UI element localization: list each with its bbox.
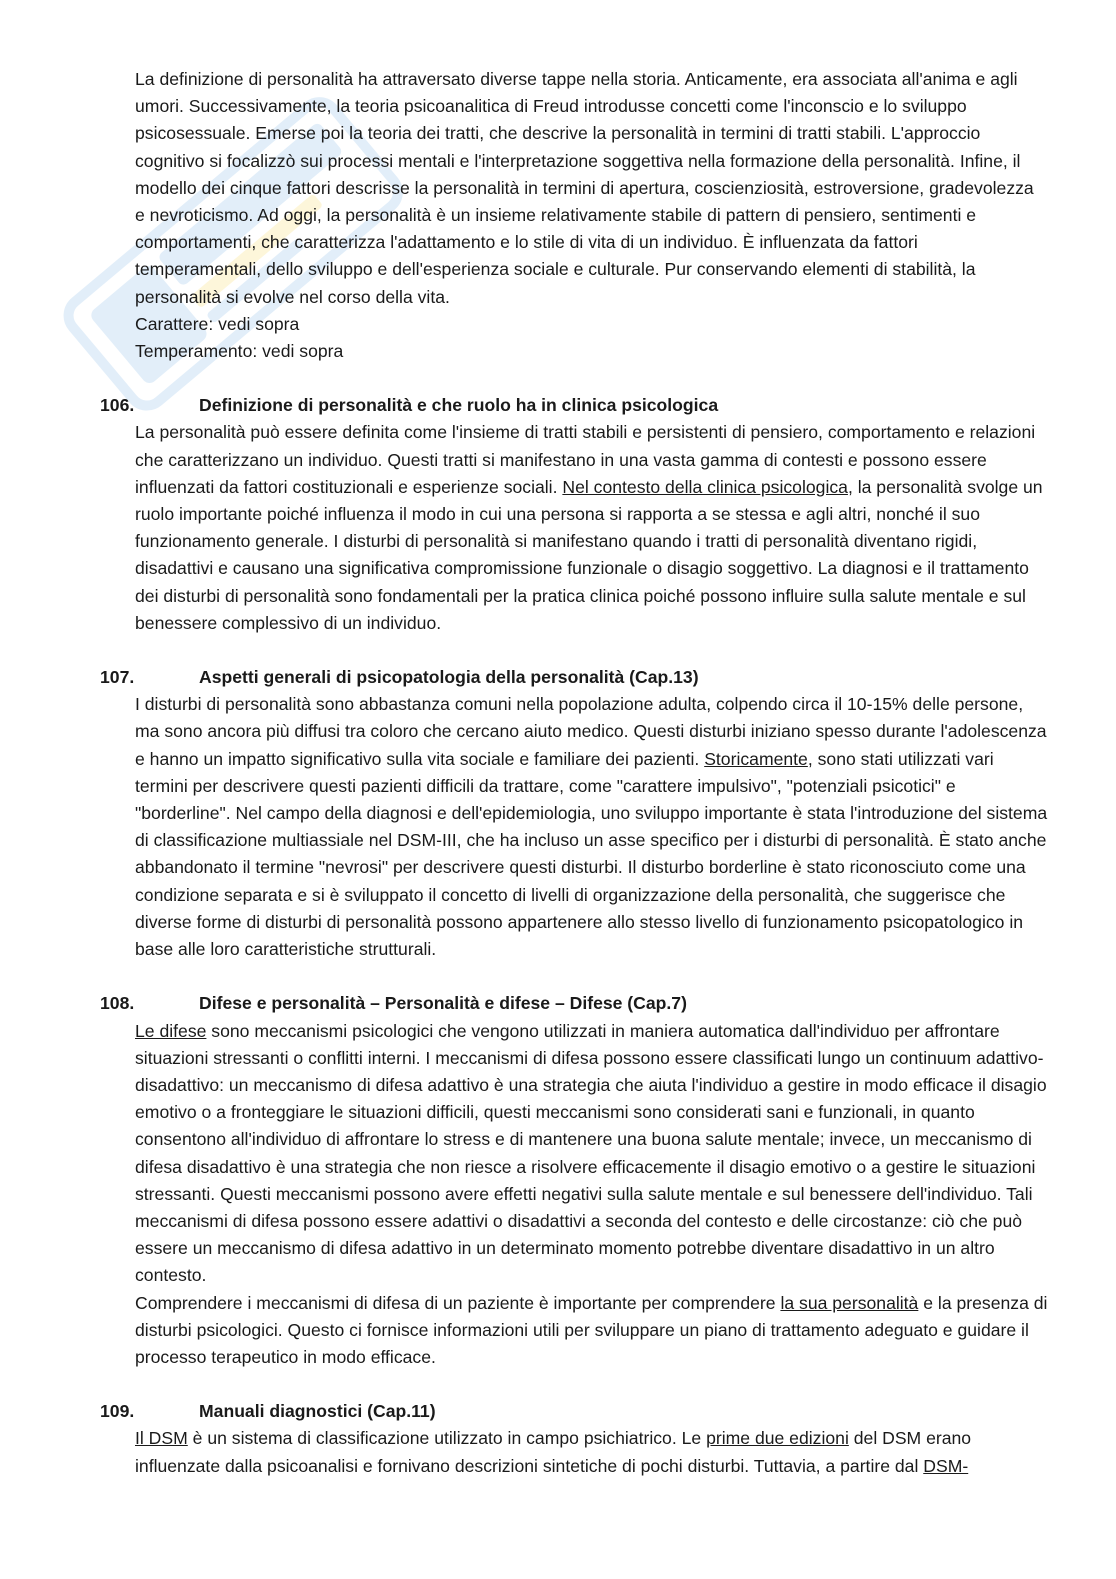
section-heading <box>100 664 1048 691</box>
temperamento-line: Temperamento: vedi sopra <box>135 341 344 362</box>
text-run: del DSM erano influenzate dalla psicoanalisi e fornivano descrizioni sintetiche di pochi disturbi. Tuttavia, a partire dal <box>135 1428 972 1476</box>
text-run: , la personalità svolge un ruolo importante poiché influenza il modo in cui una persona si rapporta a se stessa e agli altri, nonché il suo funzionamento generale. I disturbi di personalità si manifestano quando i tratti di personalità diventano rigidi, disadattivi e causano una significativa compromissione funzionale o disagio soggettivo. La diagnosi e il trattamento dei disturbi di personalità sono fondamentali per la pratica clinica poiché possono influire sulla salute mentale e sul benessere complessivo di un individuo. <box>135 476 1043 633</box>
underlined-text: DSM- <box>923 1455 969 1476</box>
section-heading <box>100 392 1048 419</box>
text-run: La personalità può essere definita come l'insieme di tratti stabili e persistenti di pensiero, comportamento e relazioni che caratterizzano un individuo. Questi tratti si manifestano in una vasta gamma di contesti e possono essere influenzati da fattori costituzionali e esperienze sociali. <box>135 422 1036 497</box>
section-number: 107. <box>100 667 135 688</box>
paragraph <box>135 691 1048 963</box>
underlined-text: Storicamente <box>704 748 808 769</box>
carattere-line: Carattere: vedi sopra <box>135 313 300 334</box>
section-body <box>135 1018 1048 1372</box>
underlined-text: Le difese <box>135 1020 207 1041</box>
section-title: Manuali diagnostici (Cap.11) <box>199 1401 436 1422</box>
section-heading <box>100 990 1048 1017</box>
section-107 <box>100 664 1048 963</box>
text-run: Comprendere i meccanismi di difesa di un paziente è importante per comprendere <box>135 1292 781 1313</box>
section-109 <box>100 1398 1048 1480</box>
text-run: e la presenza di disturbi psicologici. Questo ci fornisce informazioni utili per sviluppare un piano di trattamento adeguato e guidare il processo terapeutico in modo efficace. <box>135 1292 1048 1367</box>
section-108 <box>100 990 1048 1371</box>
intro-block <box>135 66 1048 365</box>
section-title: Aspetti generali di psicopatologia della personalità (Cap.13) <box>199 667 699 688</box>
section-106 <box>100 392 1048 637</box>
text-run: I disturbi di personalità sono abbastanza comuni nella popolazione adulta, colpendo circa il 10-15% delle persone, ma sono ancora più diffusi tra coloro che cercano aiuto medico. Questi disturbi iniziano spesso durante l'adolescenza e hanno un impatto significativo sulla vita sociale e familiare dei pazienti. <box>135 694 1047 769</box>
section-body <box>135 419 1048 637</box>
section-number: 108. <box>100 993 135 1014</box>
underlined-text: Il DSM <box>135 1428 188 1449</box>
section-body <box>135 691 1048 963</box>
underlined-text: prime due edizioni <box>706 1428 849 1449</box>
section-number: 109. <box>100 1401 135 1422</box>
underlined-text: Nel contesto della clinica psicologica <box>562 476 848 497</box>
text-run: sono meccanismi psicologici che vengono utilizzati in maniera automatica dall'individuo per affrontare situazioni stressanti o conflitti interni. I meccanismi di difesa possono essere classificati lungo un continuum adattivo-disadattivo: un meccanismo di difesa adattivo è una strategia che aiuta l'individuo a gestire in modo efficace il disagio emotivo o a fronteggiare le situazioni difficili, questi meccanismi sono considerati sani e funzionali, in quanto consentono all'individuo di affrontare lo stress e di mantenere una buona salute mentale; invece, un meccanismo di difesa disadattivo è una strategia che non riesce a risolvere efficacemente il disagio emotivo o a gestire le situazioni stressanti. Questi meccanismi possono avere effetti negativi sulla salute mentale e sul benessere dell'individuo. Tali meccanismi di difesa possono essere adattivi o disadattivi a seconda del contesto e delle circostanze: ciò che può essere un meccanismo di difesa adattivo in un determinato momento potrebbe diventare disadattivo in un altro contesto. <box>135 1020 1047 1286</box>
paragraph <box>135 1290 1048 1372</box>
text-run: è un sistema di classificazione utilizzato in campo psichiatrico. Le <box>187 1428 707 1449</box>
section-title: Definizione di personalità e che ruolo ha in clinica psicologica <box>199 395 719 416</box>
document-page <box>100 66 1048 1480</box>
section-number: 106. <box>100 395 135 416</box>
section-heading <box>100 1398 1048 1425</box>
paragraph <box>135 419 1048 637</box>
section-body <box>135 1425 1048 1479</box>
paragraph <box>135 1018 1048 1290</box>
intro-paragraph: La definizione di personalità ha attraversato diverse tappe nella storia. Anticamente, era associata all'anima e agli umori. Successivamente, la teoria psicoanalitica di Freud introdusse concetti come l'inconscio e lo sviluppo psicosessuale. Emerse poi la teoria dei tratti, che descrive la personalità in termini di tratti stabili. L'approccio cognitivo si focalizzò sui processi mentali e l'interpretazione soggettiva nella formazione della personalità. Infine, il modello dei cinque fattori descrisse la personalità in termini di apertura, coscienziosità, estroversione, gradevolezza e nevroticismo. Ad oggi, la personalità è un insieme relativamente stabile di pattern di pensiero, sentimenti e comportamenti, che caratterizza l'adattamento e lo stile di vita di un individuo. È influenzata da fattori temperamentali, dello sviluppo e dell'esperienza sociale e culturale. Pur conservando elementi di stabilità, la personalità si evolve nel corso della vita. <box>135 69 1034 307</box>
text-run: , sono stati utilizzati vari termini per descrivere questi pazienti difficili da trattare, come "carattere impulsivo", "potenziali psicotici" e "borderline". Nel campo della diagnosi e dell'epidemiologia, uno sviluppo importante è stata l'introduzione del sistema di classificazione multiassiale nel DSM-III, che ha incluso un asse specifico per i disturbi di personalità. È stato anche abbandonato il termine "nevrosi" per descrivere questi disturbi. Il disturbo borderline è stato riconosciuto come una condizione separata e si è sviluppato il concetto di livelli di organizzazione della personalità, che suggerisce che diverse forme di disturbi di personalità possono appartenere allo stesso livello di funzionamento psicopatologico in base alle loro caratteristiche strutturali. <box>135 748 1048 960</box>
paragraph <box>135 1425 1048 1479</box>
section-title: Difese e personalità – Personalità e difese – Difese (Cap.7) <box>199 993 687 1014</box>
underlined-text: la sua personalità <box>780 1292 919 1313</box>
